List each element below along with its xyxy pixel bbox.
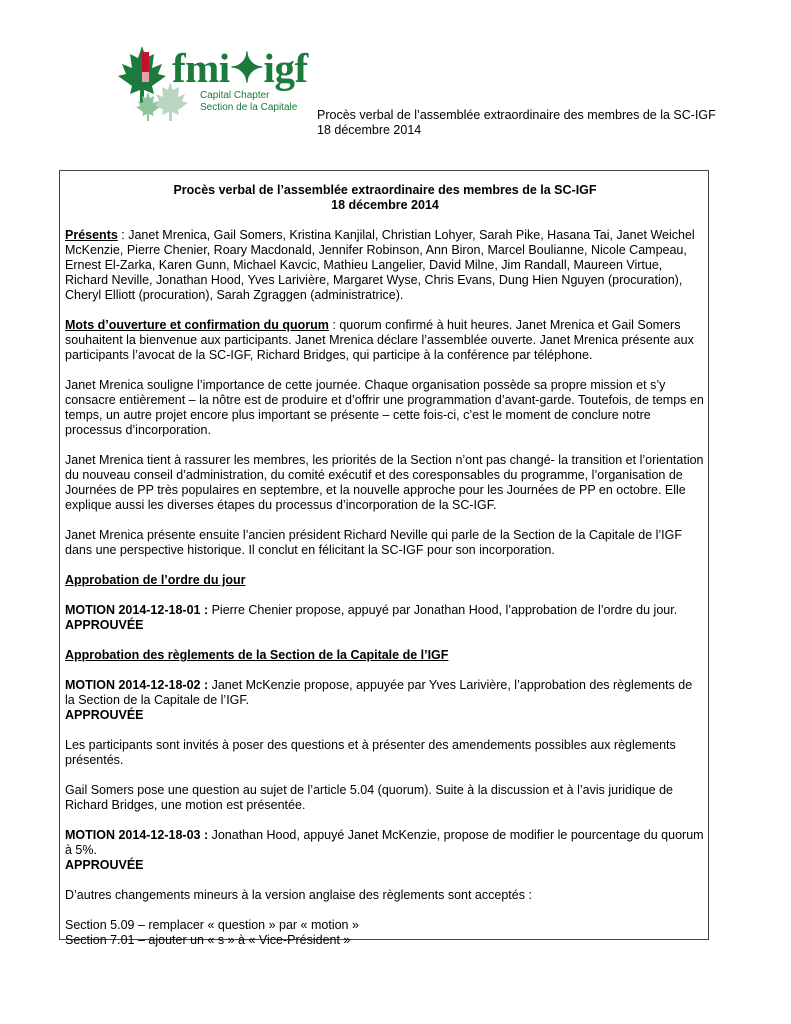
motion-02-status: APPROUVÉE bbox=[65, 708, 144, 722]
logo-chapter-text bbox=[200, 90, 297, 114]
paragraph-priorities: Janet Mrenica tient à rassurer les membres, les priorités de la Section n’ont pas changé- la transition et l’orientation du nouveau conseil d’administration, du comité exécutif et des coresponsables du programme, l’organisation de Journées de PP très populaires en septembre, et la nouvelle approche pour les Journées de PP en octobre. Elle explique aussi les diverses étapes du processus d’incorporation de la SC-IGF. bbox=[65, 453, 704, 512]
org-logo bbox=[112, 42, 312, 122]
title-line-1: Procès verbal de l’assemblée extraordinaire des membres de la SC-IGF bbox=[173, 183, 597, 197]
motion-03-status: APPROUVÉE bbox=[65, 858, 144, 872]
paragraph-importance: Janet Mrenica souligne l’importance de cette journée. Chaque organisation possède sa propre mission et s’y consacre entièrement – la nôtre est de produire et d’offrir une programmation d’avant-garde. Toutefois, de temps en temps, un autre projet encore plus important se présente – cette fois-ci, c’est le moment de conclure notre processus d’incorporation. bbox=[65, 378, 704, 437]
motion-01 bbox=[65, 603, 705, 633]
header-date-line: 18 décembre 2014 bbox=[317, 123, 422, 137]
document-body bbox=[65, 183, 705, 963]
paragraph-quorum-question: Gail Somers pose une question au sujet de l’article 5.04 (quorum). Suite à la discussion et à l’avis juridique de Richard Bridges, une motion est présentée. bbox=[65, 783, 673, 812]
motion-03 bbox=[65, 828, 705, 873]
opening-paragraph bbox=[65, 318, 705, 363]
motion-02-label: MOTION 2014-12-18-02 : bbox=[65, 678, 209, 692]
presents-label: Présents bbox=[65, 228, 118, 242]
logo-chapter-fr: Section de la Capitale bbox=[200, 102, 298, 113]
logo-brand-text: fmi✦igf bbox=[172, 45, 308, 91]
paragraph-questions: Les participants sont invités à poser des questions et à présenter des amendements possibles aux règlements présentés. bbox=[65, 738, 676, 767]
presents-paragraph bbox=[65, 228, 705, 303]
page-header bbox=[317, 108, 716, 138]
opening-text: : quorum confirmé à huit heures. Janet Mrenica et Gail Somers souhaitent la bienvenue aux participants. Janet Mrenica déclare l’assemblée ouverte. Janet Mrenica présente aux participants l’avocat de la SC-IGF, Richard Bridges, qui participe à la conférence par téléphone. bbox=[65, 318, 694, 362]
document-title bbox=[65, 183, 705, 213]
motion-03-text: Jonathan Hood, appuyé Janet McKenzie, propose de modifier le pourcentage du quorum à 5%. bbox=[65, 828, 704, 857]
motion-01-label: MOTION 2014-12-18-01 : bbox=[65, 603, 209, 617]
motion-02 bbox=[65, 678, 705, 723]
paragraph-minor-changes: D’autres changements mineurs à la version anglaise des règlements sont acceptés : bbox=[65, 888, 532, 902]
motion-01-text: Pierre Chenier propose, appuyé par Jonathan Hood, l’approbation de l’ordre du jour. bbox=[208, 603, 678, 617]
header-title-line: Procès verbal de l’assemblée extraordinaire des membres de la SC-IGF bbox=[317, 108, 716, 122]
motion-01-status: APPROUVÉE bbox=[65, 618, 144, 632]
presents-text: : Janet Mrenica, Gail Somers, Kristina Kanjilal, Christian Lohyer, Sarah Pike, Hasana Tai, Janet Weichel McKenzie, Pierre Chenier, Roary Macdonald, Jennifer Robinson, Ann Biron, Marcel Boulianne, Nicole Campeau, Ernest El-Zarka, Karen Gunn, Michael Kavcic, Mathieu Langelier, David Milne, Jim Randall, Maureen Virtue, Richard Neville, Jonathan Hood, Yves Larivière, Margaret Wyse, Chris Evans, Dung Hien Nguyen (procuration), Cheryl Elliott (procuration), Sarah Zgraggen (administratrice). bbox=[65, 228, 695, 302]
section-heading-agenda: Approbation de l’ordre du jour bbox=[65, 573, 246, 587]
opening-label: Mots d’ouverture et confirmation du quorum bbox=[65, 318, 329, 332]
change-item: Section 7.01 – ajouter un « s » à « Vice-Président » bbox=[65, 933, 351, 947]
motion-03-label: MOTION 2014-12-18-03 : bbox=[65, 828, 209, 842]
paragraph-history: Janet Mrenica présente ensuite l’ancien président Richard Neville qui parle de la Section de la Capitale de l’IGF dans une perspective historique. Il conclut en félicitant la SC-IGF pour son incorporation. bbox=[65, 528, 683, 557]
logo-chapter-en: Capital Chapter bbox=[200, 90, 270, 101]
title-line-2: 18 décembre 2014 bbox=[331, 198, 439, 212]
changes-list bbox=[65, 918, 705, 948]
section-heading-bylaws: Approbation des règlements de la Section de la Capitale de l’IGF bbox=[65, 648, 449, 662]
change-item: Section 5.09 – remplacer « question » par « motion » bbox=[65, 918, 359, 932]
motion-02-text: Janet McKenzie propose, appuyée par Yves Larivière, l’approbation des règlements de la Section de la Capitale de l’IGF. bbox=[65, 678, 693, 707]
